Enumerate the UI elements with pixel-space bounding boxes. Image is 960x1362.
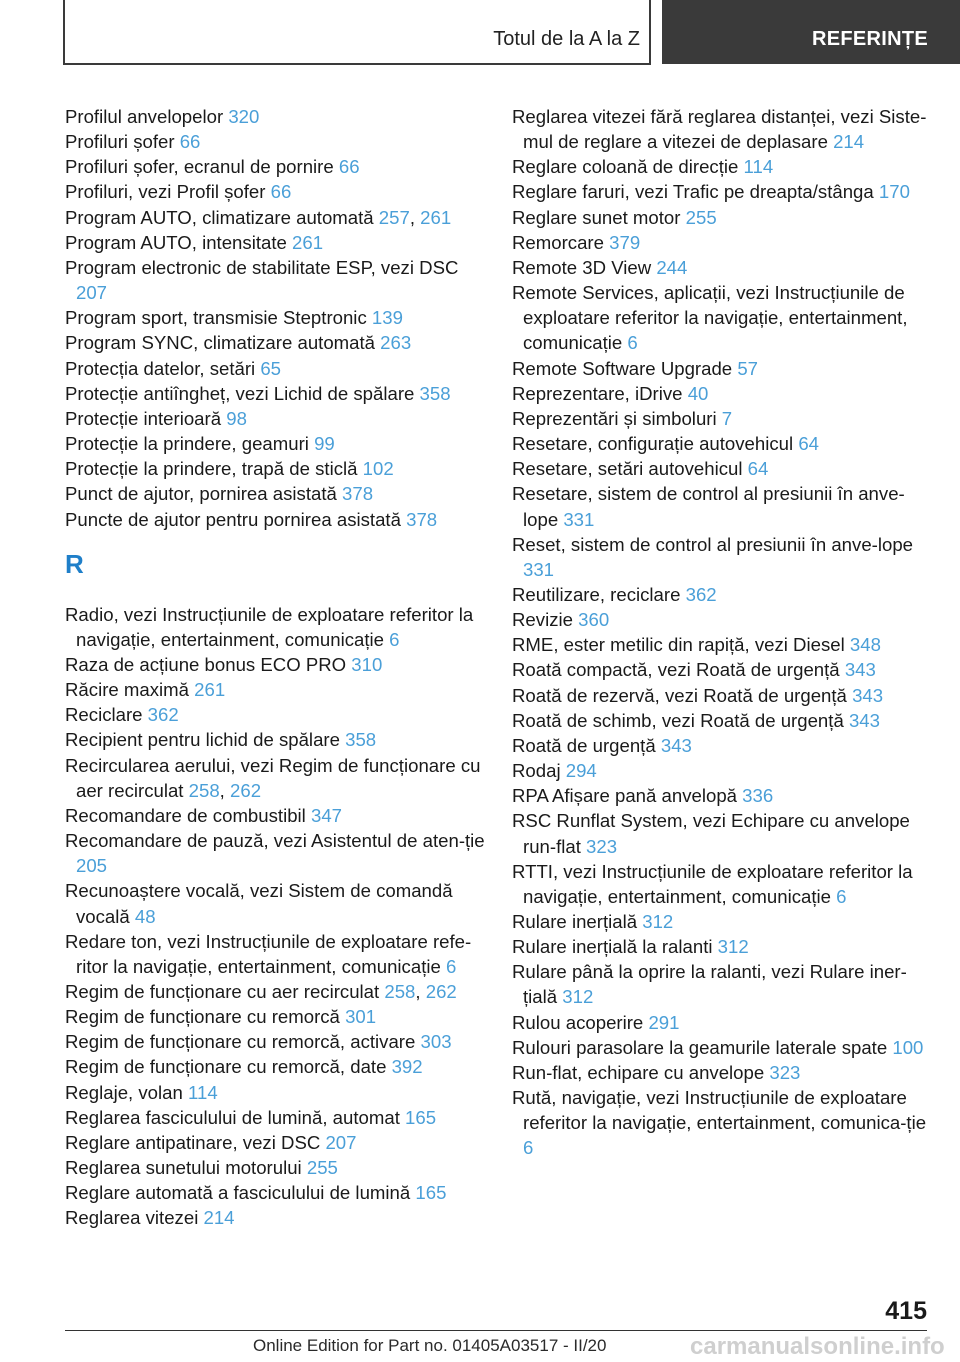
watermark: carmanualsonline.info bbox=[690, 1333, 945, 1360]
index-entry-text: Protecție la prindere, trapă de sticlă bbox=[65, 458, 363, 480]
index-entry-text: Profiluri șofer bbox=[65, 131, 180, 153]
index-entry bbox=[65, 507, 485, 532]
index-entry-text: Reprezentare, iDrive bbox=[512, 382, 688, 404]
index-entry bbox=[512, 1010, 930, 1035]
index-entry-text: Reglare antipatinare, vezi DSC bbox=[65, 1131, 326, 1153]
page-reference-link[interactable]: 261 bbox=[292, 231, 324, 253]
index-entry bbox=[65, 406, 485, 431]
index-entry-text: Recomandare de combustibil bbox=[65, 804, 311, 826]
page-reference-link[interactable]: 303 bbox=[420, 1031, 452, 1053]
chapter-tab-label: REFERINȚE bbox=[811, 28, 928, 50]
page-reference-link[interactable]: 48 bbox=[134, 905, 156, 927]
page-reference-link[interactable]: 114 bbox=[743, 156, 774, 178]
index-entry-text: Reglare sunet motor bbox=[512, 206, 686, 228]
index-entries-r bbox=[65, 602, 485, 1231]
page-reference-link[interactable]: 343 bbox=[852, 684, 884, 706]
index-entry-text: Rodaj bbox=[512, 760, 566, 782]
index-entry-text: Roată de rezervă, vezi Roată de urgență bbox=[512, 684, 853, 706]
page-reference-link[interactable]: 262 bbox=[425, 981, 457, 1002]
page-reference-link[interactable]: 336 bbox=[742, 785, 774, 807]
page-reference-link[interactable]: 348 bbox=[849, 634, 881, 656]
page-reference-link[interactable]: 258 bbox=[384, 981, 416, 1002]
index-entry bbox=[512, 909, 930, 934]
page-reference-link[interactable]: 244 bbox=[656, 256, 688, 278]
index-entry-text: Run-flat, echipare cu anvelope bbox=[512, 1061, 770, 1083]
index-entry-text: Rulare până la oprire la ralanti, vezi Rulare iner‐țială bbox=[512, 961, 907, 1008]
chapter-tab[interactable] bbox=[662, 0, 960, 64]
index-entry: Regim de funcționare cu aer recirculat 258, 262 bbox=[65, 981, 457, 1002]
page-reference-link[interactable]: 323 bbox=[586, 835, 618, 857]
page-reference-link[interactable]: 214 bbox=[833, 131, 865, 153]
index-entry bbox=[65, 381, 485, 406]
index-entry-text: Recipient pentru lichid de spălare bbox=[65, 729, 346, 751]
index-entry bbox=[65, 1080, 485, 1105]
index-entry-text: Protecție antiîngheț, vezi Lichid de spălare bbox=[65, 382, 420, 404]
page-reference-link[interactable]: 114 bbox=[188, 1081, 218, 1103]
index-entry-text: Profiluri șofer, ecranul de pornire bbox=[65, 156, 339, 178]
index-entry-text: Rulouri parasolare la geamurile laterale spate bbox=[512, 1036, 893, 1058]
index-entry bbox=[512, 934, 930, 959]
page-reference-link[interactable]: 205 bbox=[76, 855, 108, 877]
page-reference-link[interactable]: 323 bbox=[769, 1061, 801, 1083]
header-bottom-rule bbox=[63, 63, 651, 65]
page-header bbox=[0, 0, 960, 66]
index-entry-text: Reglaje, volan bbox=[65, 1081, 189, 1103]
page-reference-link[interactable]: 331 bbox=[563, 508, 595, 530]
index-entry-text: Punct de ajutor, pornirea asistată bbox=[65, 483, 343, 505]
page-reference-link[interactable]: 57 bbox=[737, 357, 758, 379]
index-entry-text: Recunoaștere vocală, vezi Sistem de comandă vocală bbox=[65, 880, 453, 927]
index-entry-text: Program AUTO, climatizare automată bbox=[65, 206, 379, 228]
page-reference-link[interactable]: 378 bbox=[406, 508, 438, 530]
index-entry-text: Reciclare bbox=[65, 704, 148, 726]
index-entry-text: Regim de funcționare cu remorcă, activare bbox=[65, 1031, 421, 1053]
index-entry-text: Roată de urgență bbox=[512, 734, 661, 756]
index-entry-text: Roată compactă, vezi Roată de urgență bbox=[512, 659, 845, 681]
page-reference-link[interactable]: 7 bbox=[721, 407, 733, 429]
page-reference-link[interactable]: 40 bbox=[687, 382, 709, 404]
index-entry bbox=[512, 205, 930, 230]
page-reference-link[interactable]: 207 bbox=[325, 1131, 357, 1153]
page-reference-link[interactable]: 258 bbox=[188, 779, 220, 801]
index-entry bbox=[512, 406, 930, 431]
index-entry bbox=[512, 280, 930, 355]
page-reference-link[interactable]: 66 bbox=[270, 181, 292, 203]
index-entry bbox=[512, 154, 930, 179]
page-reference-link[interactable]: 165 bbox=[405, 1106, 437, 1128]
index-entry-text: RPA Afișare pană anvelopă bbox=[512, 785, 743, 807]
index-entry-text: Reglarea sunetului motorului bbox=[65, 1157, 307, 1179]
index-entry-text: Protecție la prindere, geamuri bbox=[65, 433, 315, 455]
index-entry bbox=[65, 1180, 485, 1205]
header-left-rule bbox=[63, 0, 65, 64]
index-entry bbox=[512, 808, 930, 858]
page-reference-link[interactable]: 362 bbox=[685, 583, 717, 605]
index-entries-p bbox=[65, 104, 485, 532]
edition-text: Online Edition for Part no. 01405A03517 - II/20 bbox=[253, 1336, 607, 1355]
page-reference-link[interactable]: 261 bbox=[194, 679, 226, 701]
page-reference-link[interactable]: 98 bbox=[226, 407, 247, 429]
page-reference-link[interactable]: 331 bbox=[523, 558, 555, 580]
index-entry bbox=[512, 456, 930, 481]
index-entry bbox=[512, 859, 930, 909]
index-entry-text: Recomandare de pauză, vezi Asistentul de aten‐ție bbox=[65, 830, 485, 852]
page-reference-link[interactable]: 257 bbox=[378, 206, 410, 228]
index-entry bbox=[65, 456, 485, 481]
index-entry-text: Reglare faruri, vezi Trafic pe dreapta/stânga bbox=[512, 181, 879, 203]
index-entry-text: Rulare inerțială la ralanti bbox=[512, 936, 718, 958]
index-entry bbox=[512, 959, 930, 1009]
page-reference-link[interactable]: 312 bbox=[642, 911, 674, 932]
page-reference-link[interactable]: 379 bbox=[609, 231, 641, 253]
index-entry bbox=[512, 733, 930, 758]
index-entry bbox=[512, 356, 930, 381]
index-entry-text: Resetare, configurație autovehicul bbox=[512, 433, 799, 455]
index-entry-text: Remorcare bbox=[512, 231, 610, 253]
page-reference-link[interactable]: 66 bbox=[179, 131, 201, 153]
page-reference-link[interactable]: 255 bbox=[685, 206, 717, 228]
page-reference-link[interactable]: 65 bbox=[260, 357, 282, 379]
index-entry-text: Program electronic de stabilitate ESP, vezi DSC bbox=[65, 256, 459, 278]
index-entry-text: Rulou acoperire bbox=[512, 1011, 649, 1033]
index-entry bbox=[512, 683, 930, 708]
index-entry-text: Remote Software Upgrade bbox=[512, 357, 738, 379]
page-reference-link[interactable]: 362 bbox=[147, 704, 179, 726]
page-reference-link[interactable]: 66 bbox=[338, 156, 360, 178]
page-reference-link[interactable]: 294 bbox=[565, 760, 597, 782]
page-reference-link[interactable]: 102 bbox=[362, 458, 394, 480]
index-entry bbox=[512, 657, 930, 682]
header-divider bbox=[649, 0, 651, 64]
page-reference-link[interactable]: 343 bbox=[844, 659, 876, 681]
page-reference-link[interactable]: 6 bbox=[523, 1137, 534, 1159]
index-entry-text: Resetare, sistem de control al presiunii în anve‐lope bbox=[512, 483, 905, 530]
index-entry bbox=[65, 129, 485, 154]
page-reference-link[interactable]: 262 bbox=[230, 779, 262, 801]
page-reference-link[interactable]: 214 bbox=[203, 1207, 235, 1229]
page-reference-link[interactable]: 6 bbox=[446, 955, 457, 977]
index-entry-text: Regim de funcționare cu aer recirculat bbox=[65, 981, 385, 1002]
index-entry-text: Reglarea vitezei bbox=[65, 1207, 204, 1229]
index-entry-text: RME, ester metilic din rapiță, vezi Diesel bbox=[512, 634, 850, 656]
index-entry-text: Răcire maximă bbox=[65, 679, 195, 701]
index-entry-text: Radio, vezi Instrucțiunile de exploatare referitor la navigație, entertainment, comunicație bbox=[65, 603, 474, 650]
index-entry bbox=[512, 431, 930, 456]
page-reference-link[interactable]: 64 bbox=[798, 433, 819, 455]
page-number: 415 bbox=[885, 1297, 927, 1325]
index-entry bbox=[65, 1205, 485, 1230]
page-reference-link[interactable]: 343 bbox=[660, 734, 692, 756]
index-entry-text: Revizie bbox=[512, 609, 579, 631]
page-reference-link[interactable]: 343 bbox=[848, 709, 880, 731]
index-entry bbox=[512, 1060, 930, 1085]
page-reference-link[interactable]: 263 bbox=[380, 332, 412, 354]
index-entry-text: Protecție interioară bbox=[65, 407, 227, 429]
index-entry bbox=[65, 727, 485, 752]
section-letter: R bbox=[65, 548, 84, 579]
index-entry bbox=[512, 1035, 930, 1060]
index-entry bbox=[65, 652, 485, 677]
index-entry bbox=[65, 154, 485, 179]
page-reference-link[interactable]: 99 bbox=[314, 433, 335, 455]
index-entry bbox=[512, 758, 930, 783]
page-reference-link[interactable]: 291 bbox=[648, 1011, 680, 1033]
page-reference-link[interactable]: 358 bbox=[345, 729, 377, 751]
index-entry-text: Puncte de ajutor pentru pornirea asistată bbox=[65, 508, 407, 530]
index-entry bbox=[512, 783, 930, 808]
index-entry bbox=[65, 828, 485, 878]
index-entry-text: Rută, navigație, vezi Instrucțiunile de exploatare referitor la navigație, entertainment, comunica‐ție bbox=[512, 1087, 927, 1134]
page-reference-link[interactable]: 360 bbox=[578, 609, 610, 631]
index-entries-r-continued bbox=[512, 104, 930, 1161]
page-reference-link[interactable]: 301 bbox=[345, 1006, 377, 1028]
index-entry-text: Profiluri, vezi Profil șofer bbox=[65, 181, 271, 203]
index-entry bbox=[512, 607, 930, 632]
index-entry-text: Raza de acțiune bonus ECO PRO bbox=[65, 653, 352, 675]
index-entry-text: Protecția datelor, setări bbox=[65, 357, 261, 379]
index-entry bbox=[512, 632, 930, 657]
index-entry-text: Regim de funcționare cu remorcă bbox=[65, 1006, 346, 1028]
page-reference-link[interactable]: 378 bbox=[342, 483, 374, 505]
page-reference-link[interactable]: 139 bbox=[371, 307, 403, 329]
index-entry-text: Redare ton, vezi Instrucțiunile de exploatare refe‐ritor la navigație, entertainment, comunicație bbox=[65, 930, 472, 977]
page-reference-link[interactable]: 170 bbox=[878, 181, 910, 203]
footer-rule bbox=[65, 1330, 927, 1331]
index-entry bbox=[65, 104, 485, 129]
page-reference-link[interactable]: 207 bbox=[76, 282, 108, 304]
page-reference-link[interactable]: 320 bbox=[228, 106, 260, 127]
index-entry bbox=[65, 602, 485, 652]
index-entry-text: Reprezentări și simboluri bbox=[512, 407, 722, 429]
index-entry bbox=[65, 305, 485, 330]
index-entry bbox=[65, 1004, 485, 1029]
index-entry-text: Regim de funcționare cu remorcă, date bbox=[65, 1056, 392, 1078]
index-entry-text: Recircularea aerului, vezi Regim de funcționare cu aer recirculat bbox=[65, 754, 481, 801]
index-column-right bbox=[512, 104, 930, 1161]
page-reference-link[interactable]: 347 bbox=[310, 804, 343, 826]
index-entry bbox=[65, 330, 485, 355]
index-entry-text: RTTI, vezi Instrucțiunile de exploatare referitor la navigație, entertainment, comunicație bbox=[512, 860, 913, 907]
index-entry bbox=[65, 230, 485, 255]
page-reference-link[interactable]: 100 bbox=[892, 1036, 924, 1058]
index-entry bbox=[512, 255, 930, 280]
page-reference-link[interactable]: 358 bbox=[419, 382, 451, 404]
index-entry bbox=[512, 708, 930, 733]
page-reference-link[interactable]: 261 bbox=[420, 206, 452, 228]
index-entry bbox=[65, 1130, 485, 1155]
index-entry bbox=[512, 582, 930, 607]
index-entry bbox=[65, 1155, 485, 1180]
page-reference-link[interactable]: 255 bbox=[306, 1157, 338, 1179]
page-reference-link[interactable]: 392 bbox=[391, 1056, 423, 1078]
index-entry bbox=[65, 255, 485, 305]
index-entry-text: Rulare inerțială bbox=[512, 911, 643, 932]
index-entry-text: Program sport, transmisie Steptronic bbox=[65, 307, 372, 329]
index-entry bbox=[512, 104, 930, 154]
page-reference-link[interactable]: 312 bbox=[562, 986, 594, 1008]
index-entry-text: Roată de schimb, vezi Roată de urgență bbox=[512, 709, 849, 731]
index-entry bbox=[65, 1029, 485, 1054]
index-entry bbox=[512, 230, 930, 255]
index-entry-text: Reset, sistem de control al presiunii în anve‐lope bbox=[512, 533, 914, 555]
page-reference-link[interactable]: 6 bbox=[627, 332, 638, 354]
index-entry bbox=[65, 677, 485, 702]
index-entry-text: Reglarea vitezei fără reglarea distanței, vezi Siste‐mul de reglare a vitezei de deplasare bbox=[512, 106, 927, 153]
index-entry: Recircularea aerului, vezi Regim de funcționare cu aer recirculat 258, 262 bbox=[65, 754, 481, 801]
index-entry bbox=[65, 356, 485, 381]
index-entry bbox=[65, 179, 485, 204]
index-entry bbox=[512, 532, 930, 582]
index-entry bbox=[512, 481, 930, 531]
index-entry-text: Reglare automată a fasciculului de lumină bbox=[65, 1182, 416, 1204]
index-entry: Program AUTO, climatizare automată 257, 261 bbox=[65, 206, 452, 228]
page-reference-link[interactable]: 6 bbox=[836, 885, 847, 907]
index-entry bbox=[65, 1054, 485, 1079]
index-entry-text: Reutilizare, reciclare bbox=[512, 583, 686, 605]
index-entry bbox=[65, 481, 485, 506]
page-reference-link[interactable]: 64 bbox=[747, 458, 769, 480]
index-entry bbox=[65, 431, 485, 456]
index-entry bbox=[65, 702, 485, 727]
index-entry-text: Resetare, setări autovehicul bbox=[512, 458, 748, 480]
index-entry bbox=[65, 878, 485, 928]
index-entry-text: Program AUTO, intensitate bbox=[65, 231, 293, 253]
page-reference-link[interactable]: 312 bbox=[717, 936, 749, 958]
index-entry bbox=[65, 1105, 485, 1130]
index-entry-text: Reglarea fasciculului de lumină, automat bbox=[65, 1106, 406, 1128]
index-entry-text: Remote Services, aplicații, vezi Instrucțiunile de exploatare referitor la navigație, entertainment, comunicație bbox=[512, 282, 908, 354]
page-reference-link[interactable]: 310 bbox=[351, 653, 383, 675]
index-entry bbox=[512, 179, 930, 204]
index-entry bbox=[512, 381, 930, 406]
index-entry-text: RSC Runflat System, vezi Echipare cu anvelope run-flat bbox=[512, 810, 910, 857]
index-entry-text: Program SYNC, climatizare automată bbox=[65, 332, 381, 354]
index-entry bbox=[65, 803, 485, 828]
index-entry-text: Remote 3D View bbox=[512, 256, 657, 278]
index-entry bbox=[65, 929, 485, 979]
index-entry-text: Reglare coloană de direcție bbox=[512, 156, 744, 178]
page-reference-link[interactable]: 6 bbox=[389, 628, 400, 650]
index-entry-text: Profilul anvelopelor bbox=[65, 106, 229, 127]
page-reference-link[interactable]: 165 bbox=[415, 1182, 447, 1204]
section-title: Totul de la A la Z bbox=[493, 28, 640, 50]
index-column-left bbox=[65, 104, 485, 1231]
index-entry bbox=[512, 1085, 930, 1160]
